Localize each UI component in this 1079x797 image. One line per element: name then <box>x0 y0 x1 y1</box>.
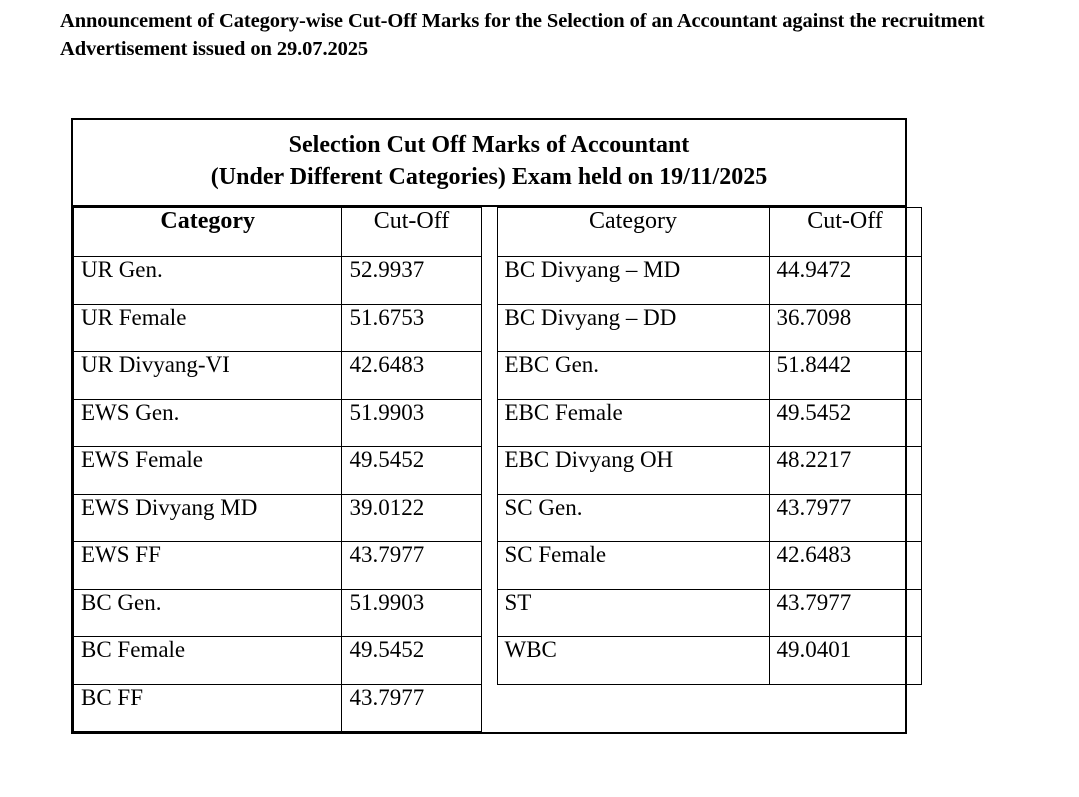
left-cutoff-1: 51.6753 <box>342 304 481 352</box>
left-category-1: UR Female <box>74 304 342 352</box>
header-left-cutoff: Cut-Off <box>342 208 481 257</box>
header-right-cutoff: Cut-Off <box>769 208 921 257</box>
right-category-3: EBC Female <box>497 399 769 447</box>
cutoff-marks-table <box>71 118 907 734</box>
table-row <box>74 684 482 732</box>
left-category-2: UR Divyang-VI <box>74 352 342 400</box>
header-left-category: Category <box>74 208 342 257</box>
table-row <box>497 257 921 305</box>
right-category-8: WBC <box>497 637 769 685</box>
right-category-6: SC Female <box>497 542 769 590</box>
left-table-cell <box>73 207 482 732</box>
right-category-0: BC Divyang – MD <box>497 257 769 305</box>
left-cutoff-5: 39.0122 <box>342 494 481 542</box>
table-row <box>74 304 482 352</box>
right-table <box>497 207 922 685</box>
header-right-category: Category <box>497 208 769 257</box>
right-cutoff-6: 42.6483 <box>769 542 921 590</box>
table-row <box>497 447 921 495</box>
right-category-4: EBC Divyang OH <box>497 447 769 495</box>
table-row <box>74 447 482 495</box>
left-category-9: BC FF <box>74 684 342 732</box>
left-category-5: EWS Divyang MD <box>74 494 342 542</box>
right-cutoff-4: 48.2217 <box>769 447 921 495</box>
table-title <box>73 120 905 207</box>
left-cutoff-6: 43.7977 <box>342 542 481 590</box>
table-row <box>497 352 921 400</box>
left-category-7: BC Gen. <box>74 589 342 637</box>
left-category-8: BC Female <box>74 637 342 685</box>
left-cutoff-2: 42.6483 <box>342 352 481 400</box>
table-header-row-right <box>497 208 921 257</box>
left-cutoff-8: 49.5452 <box>342 637 481 685</box>
table-row <box>497 304 921 352</box>
table-row <box>497 494 921 542</box>
left-category-3: EWS Gen. <box>74 399 342 447</box>
right-cutoff-3: 49.5452 <box>769 399 921 447</box>
table-row <box>497 542 921 590</box>
table-row <box>74 542 482 590</box>
right-table-cell <box>497 207 906 732</box>
left-cutoff-3: 51.9903 <box>342 399 481 447</box>
left-cutoff-7: 51.9903 <box>342 589 481 637</box>
table-row <box>497 399 921 447</box>
table-row <box>74 257 482 305</box>
table-row <box>74 589 482 637</box>
right-category-1: BC Divyang – DD <box>497 304 769 352</box>
table-row <box>74 399 482 447</box>
left-category-0: UR Gen. <box>74 257 342 305</box>
table-row <box>497 589 921 637</box>
right-cutoff-0: 44.9472 <box>769 257 921 305</box>
table-header-row-left <box>74 208 482 257</box>
right-cutoff-2: 51.8442 <box>769 352 921 400</box>
table-title-line-1: Selection Cut Off Marks of Accountant <box>288 132 690 158</box>
left-cutoff-9: 43.7977 <box>342 684 481 732</box>
left-table <box>73 207 482 732</box>
column-divider <box>482 207 497 732</box>
left-category-4: EWS Female <box>74 447 342 495</box>
announcement-text: Announcement of Category-wise Cut-Off Marks for the Selection of an Accountant against the recruitment Advertisement issued on 29.07.2025 <box>60 10 985 60</box>
right-category-5: SC Gen. <box>497 494 769 542</box>
right-cutoff-7: 43.7977 <box>769 589 921 637</box>
left-cutoff-0: 52.9937 <box>342 257 481 305</box>
table-row <box>74 494 482 542</box>
table-body-grid <box>73 207 905 732</box>
right-category-2: EBC Gen. <box>497 352 769 400</box>
table-row <box>497 637 921 685</box>
right-cutoff-1: 36.7098 <box>769 304 921 352</box>
right-cutoff-8: 49.0401 <box>769 637 921 685</box>
right-cutoff-5: 43.7977 <box>769 494 921 542</box>
left-category-6: EWS FF <box>74 542 342 590</box>
table-row <box>74 637 482 685</box>
table-title-line-2: (Under Different Categories) Exam held on 19/11/2025 <box>210 163 768 190</box>
left-cutoff-4: 49.5452 <box>342 447 481 495</box>
table-row <box>74 352 482 400</box>
right-category-7: ST <box>497 589 769 637</box>
